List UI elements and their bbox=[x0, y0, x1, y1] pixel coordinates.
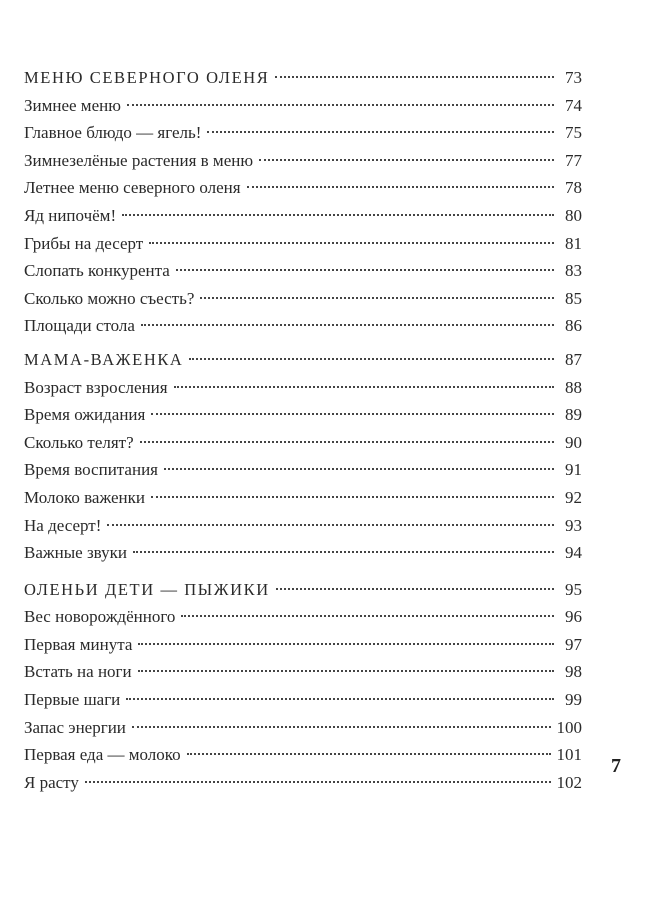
toc-entry-title: Зимнее меню bbox=[24, 95, 121, 115]
toc-entry-title: Яд нипочём! bbox=[24, 205, 117, 225]
toc-entry-title: Сколько телят? bbox=[24, 432, 134, 452]
dot-leader bbox=[85, 781, 551, 783]
toc-entry-title: Встать на ноги bbox=[24, 662, 132, 682]
dot-leader bbox=[127, 104, 554, 106]
toc-entry[interactable] bbox=[24, 484, 582, 512]
toc-heading-title: МАМА-ВАЖЕНКА bbox=[24, 349, 184, 369]
toc-entry-page: 101 bbox=[556, 745, 582, 765]
toc-section-mama-vazhenka bbox=[24, 346, 582, 567]
page-number: 7 bbox=[611, 755, 621, 777]
toc-entry-page: 88 bbox=[565, 377, 582, 397]
dot-leader bbox=[187, 753, 551, 755]
dot-leader bbox=[141, 324, 554, 326]
toc-entry-page: 89 bbox=[565, 405, 582, 425]
toc-section-heading[interactable] bbox=[24, 346, 582, 374]
toc-section-reindeer-menu bbox=[24, 64, 582, 340]
toc-entry[interactable] bbox=[24, 769, 582, 797]
toc-entry-title: Зимнезелёные растения в меню bbox=[24, 150, 254, 170]
toc-entry-page: 98 bbox=[565, 662, 582, 682]
dot-leader bbox=[207, 131, 554, 133]
dot-leader bbox=[181, 615, 554, 617]
toc-entry-page: 102 bbox=[556, 772, 582, 792]
toc-entry[interactable] bbox=[24, 539, 582, 567]
dot-leader bbox=[189, 358, 554, 360]
toc-entry-title: Время ожидания bbox=[24, 405, 146, 425]
toc-entry[interactable] bbox=[24, 686, 582, 714]
toc-entry[interactable] bbox=[24, 202, 582, 230]
toc-entry-page: 77 bbox=[565, 150, 582, 170]
dot-leader bbox=[164, 468, 554, 470]
toc-entry[interactable] bbox=[24, 285, 582, 313]
toc-entry-page: 83 bbox=[565, 261, 582, 281]
toc-entry[interactable] bbox=[24, 603, 582, 631]
toc-entry-page: 90 bbox=[565, 432, 582, 452]
toc-entry[interactable] bbox=[24, 230, 582, 258]
toc-entry-page: 94 bbox=[565, 543, 582, 563]
dot-leader bbox=[174, 386, 554, 388]
toc-entry-title: Вес новорождённого bbox=[24, 607, 176, 627]
dot-leader bbox=[122, 214, 554, 216]
toc-entry-page: 96 bbox=[565, 607, 582, 627]
dot-leader bbox=[247, 186, 554, 188]
toc-entry-page: 100 bbox=[556, 717, 582, 737]
dot-leader bbox=[132, 726, 551, 728]
toc-entry-page: 81 bbox=[565, 233, 582, 253]
toc-entry-title: На десерт! bbox=[24, 515, 102, 535]
toc-entry[interactable] bbox=[24, 456, 582, 484]
toc-entry[interactable] bbox=[24, 312, 582, 340]
toc-entry-page: 97 bbox=[565, 634, 582, 654]
toc-entry-page: 80 bbox=[565, 205, 582, 225]
toc-section-heading[interactable] bbox=[24, 64, 582, 92]
toc-entry-title: Слопать конкурента bbox=[24, 261, 170, 281]
dot-leader bbox=[138, 670, 554, 672]
toc-entry[interactable] bbox=[24, 92, 582, 120]
toc-heading-page: 87 bbox=[565, 349, 582, 369]
dot-leader bbox=[138, 643, 554, 645]
toc-entry-title: Важные звуки bbox=[24, 543, 127, 563]
dot-leader bbox=[151, 413, 554, 415]
dot-leader bbox=[275, 76, 554, 78]
toc-entry[interactable] bbox=[24, 374, 582, 402]
dot-leader bbox=[276, 588, 554, 590]
toc-entry[interactable] bbox=[24, 401, 582, 429]
toc-entry-title: Первые шаги bbox=[24, 690, 121, 710]
dot-leader bbox=[200, 297, 554, 299]
toc-entry-title: Грибы на десерт bbox=[24, 233, 144, 253]
toc-entry-page: 91 bbox=[565, 460, 582, 480]
dot-leader bbox=[126, 698, 554, 700]
toc-entry-page: 74 bbox=[565, 95, 582, 115]
toc-heading-title: МЕНЮ СЕВЕРНОГО ОЛЕНЯ bbox=[24, 68, 270, 87]
toc-entry-title: Площади стола bbox=[24, 316, 135, 336]
toc-section-reindeer-calves bbox=[24, 576, 582, 797]
toc-heading-title: ОЛЕНЬИ ДЕТИ — ПЫЖИКИ bbox=[24, 579, 270, 599]
toc-entry[interactable] bbox=[24, 631, 582, 659]
toc-entry[interactable] bbox=[24, 147, 582, 175]
toc-entry[interactable] bbox=[24, 741, 582, 769]
toc-entry-page: 86 bbox=[565, 316, 582, 336]
dot-leader bbox=[151, 496, 554, 498]
dot-leader bbox=[176, 269, 554, 271]
toc-entry-title: Сколько можно съесть? bbox=[24, 288, 195, 308]
toc-entry[interactable] bbox=[24, 119, 582, 147]
toc-entry-title: Первая минута bbox=[24, 634, 133, 654]
toc-section-heading[interactable] bbox=[24, 576, 582, 604]
toc-entry-title: Я расту bbox=[24, 772, 79, 792]
dot-leader bbox=[140, 441, 554, 443]
toc-entry-title: Молоко важенки bbox=[24, 487, 145, 507]
dot-leader bbox=[133, 551, 554, 553]
toc-heading-page: 73 bbox=[565, 68, 582, 87]
toc-entry-page: 78 bbox=[565, 178, 582, 198]
toc-heading-page: 95 bbox=[565, 579, 582, 599]
dot-leader bbox=[149, 242, 554, 244]
toc-entry[interactable] bbox=[24, 257, 582, 285]
dot-leader bbox=[107, 524, 554, 526]
toc-entry[interactable] bbox=[24, 429, 582, 457]
dot-leader bbox=[259, 159, 554, 161]
toc-entry[interactable] bbox=[24, 714, 582, 742]
toc-entry[interactable] bbox=[24, 658, 582, 686]
toc-entry-title: Летнее меню северного оленя bbox=[24, 178, 241, 198]
table-of-contents bbox=[24, 64, 582, 796]
toc-entry[interactable] bbox=[24, 174, 582, 202]
toc-entry-page: 99 bbox=[565, 690, 582, 710]
toc-entry-page: 75 bbox=[565, 123, 582, 143]
toc-entry-page: 85 bbox=[565, 288, 582, 308]
toc-entry[interactable] bbox=[24, 512, 582, 540]
toc-entry-title: Возраст взросления bbox=[24, 377, 168, 397]
toc-entry-page: 92 bbox=[565, 487, 582, 507]
toc-entry-title: Запас энергии bbox=[24, 717, 126, 737]
toc-entry-title: Главное блюдо — ягель! bbox=[24, 123, 202, 143]
toc-entry-page: 93 bbox=[565, 515, 582, 535]
toc-entry-title: Первая еда — молоко bbox=[24, 745, 181, 765]
toc-entry-title: Время воспитания bbox=[24, 460, 158, 480]
section-spacer bbox=[24, 567, 582, 576]
